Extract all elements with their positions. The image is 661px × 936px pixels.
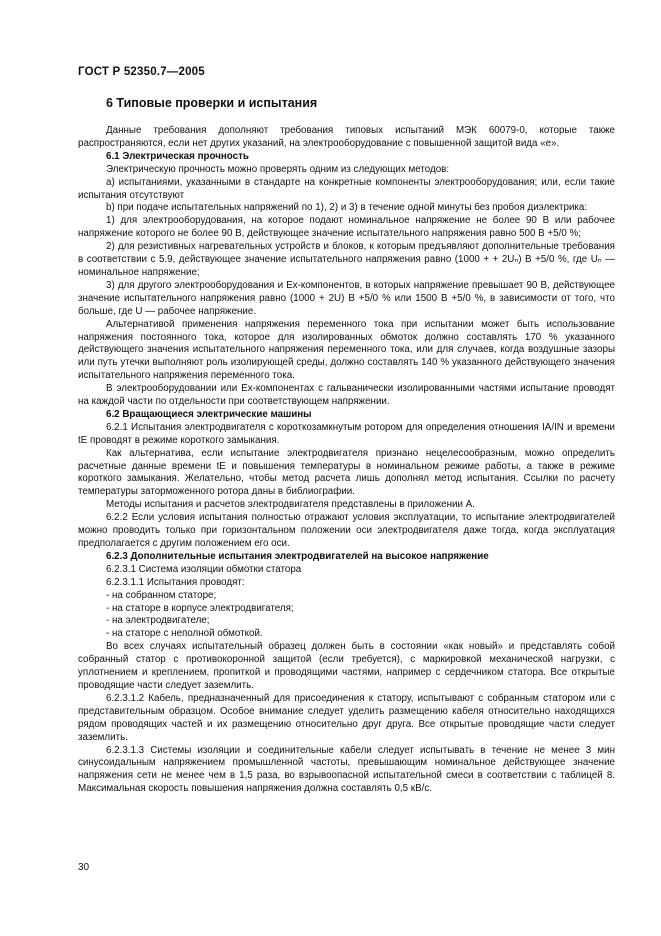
paragraph: 6.2.3.1 Система изоляции обмотки статора (106, 563, 302, 575)
paragraph: Электрическую прочность можно проверять одним из следующих методов: (106, 163, 450, 175)
paragraph: 3) для другого электрооборудования и Ex-компонентов, в которых напряжение превышает 90 В, действующее значение испытательного напряжения равно (1000 + 2U) В +5/0 % или 1500 В +5/0 %, в зависимости от того, что больше, где U — рабочее напряжение. (78, 279, 615, 317)
paragraph: Как альтернатива, если испытание электродвигателя признано нецелесообразным, можно определить расчетные данные времени tE и повышения температуры в номинальном режиме работы, а также в режиме короткого замыкания. Желательно, чтобы метод расчета лишь дополнял метод испытания. Ссылки по расчету температуры заторможенного ротора даны в библиографии. (78, 447, 615, 498)
document-header: ГОСТ Р 52350.7—2005 (78, 66, 205, 78)
paragraph: Во всех случаях испытательный образец должен быть в состоянии «как новый» и представлять собой собранный статор с противокоронной защитой (если требуется), с маркировкой механической нагрузки, с уплотнением и креплением, пропиткой и проводящими частями, например с сердечником статора. Все открытые проводящие части следует заземлить. (78, 641, 615, 691)
paragraph: В электрооборудовании или Ex-компонентах с гальванически изолированными частями испытание проводят на каждой части по отдельности при соответствующем напряжении. (78, 383, 615, 408)
paragraph: 1) для электрооборудования, на которое подают номинальное напряжение не более 90 В или рабочее напряжение которого не более 90 В, действующее значение испытательного напряжения равно 500 В +5/0 %; (78, 215, 615, 240)
list-item: - на статоре в корпусе электродвигателя; (106, 602, 294, 614)
list-item: - на статоре с неполной обмоткой. (106, 628, 263, 640)
subsection-heading-6-2: 6.2 Вращающиеся электрические машины (106, 408, 312, 420)
paragraph: 6.2.2 Если условия испытания полностью отражают условия эксплуатации, то испытание электродвигателей можно проводить только при горизонтальном положении оси электродвигателя даже тогда, когда эксплуатация предполагается с другим положением его оси. (78, 512, 615, 549)
page-number: 30 (78, 862, 90, 873)
list-item: - на электродвигателе; (106, 615, 210, 627)
subsection-heading-6-2-3: 6.2.3 Дополнительные испытания электродвигателей на высокое напряжение (106, 550, 489, 562)
paragraph: 2) для резистивных нагревательных устройств и блоков, к которым предъявляют дополнительные требования в соответствии с 5.9, действующее значение испытательного напряжения равно (1000 + + 2Uₙ) В +5/0 %, где Uₙ — номинальное напряжение; (78, 241, 615, 278)
section-title: 6 Типовые проверки и испытания (106, 96, 318, 110)
list-item: - на собранном статоре; (106, 589, 217, 601)
paragraph: 6.2.3.1.1 Испытания проводят: (106, 576, 245, 588)
page-content (78, 96, 615, 796)
subsection-heading-6-1: 6.1 Электрическая прочность (106, 150, 249, 162)
paragraph: a) испытаниями, указанными в стандарте на конкретные компоненты электрооборудования; или, если такие испытания отсутствуют (78, 176, 615, 201)
paragraph: 6.2.1 Испытания электродвигателя с короткозамкнутым ротором для определения отношения IA/IN и времени tE проводят в режиме короткого замыкания. (78, 421, 615, 446)
paragraph: 6.2.3.1.2 Кабель, предназначенный для присоединения к статору, испытывают с собранным статором или с представительным образцом. Особое внимание следует уделить размещению кабеля относительно находящихся рядом проводящих частей и их размещению относительно друг друга. Все открытые проводящие части следует заземлить. (78, 692, 615, 743)
paragraph: Методы испытания и расчетов электродвигателя представлены в приложении А. (106, 499, 475, 511)
paragraph: b) при подаче испытательных напряжений по 1), 2) и 3) в течение одной минуты без пробоя диэлектрика: (106, 202, 588, 214)
paragraph: Альтернативой применения напряжения переменного тока при испытании может быть использование напряжения постоянного тока, которое для изолированных обмоток должно составлять 170 % указанного действующего значения испытательного напряжения переменного тока, или для случаев, когда воздушные зазоры или путь утечки выполняют роль изолирующей среды, должно составлять 140 % указанного действующего значения испытательного напряжения переменного тока. (78, 318, 615, 382)
paragraph: 6.2.3.1.3 Системы изоляции и соединительные кабели следует испытывать в течение не менее 3 мин синусоидальным напряжением промышленной частоты, превышающим номинальное действующее значение напряжения сети не менее чем в 1,5 раза, во взрывоопасной испытательной смеси в соответствии с таблицей 8. Максимальная скорость повышения напряжения должна составлять 0,5 кВ/с. (78, 744, 615, 795)
intro-paragraph: Данные требования дополняют требования типовых испытаний МЭК 60079-0, которые также распространяются, если нет других указаний, на электрооборудование с повышенной защитой вида «е». (78, 125, 615, 149)
